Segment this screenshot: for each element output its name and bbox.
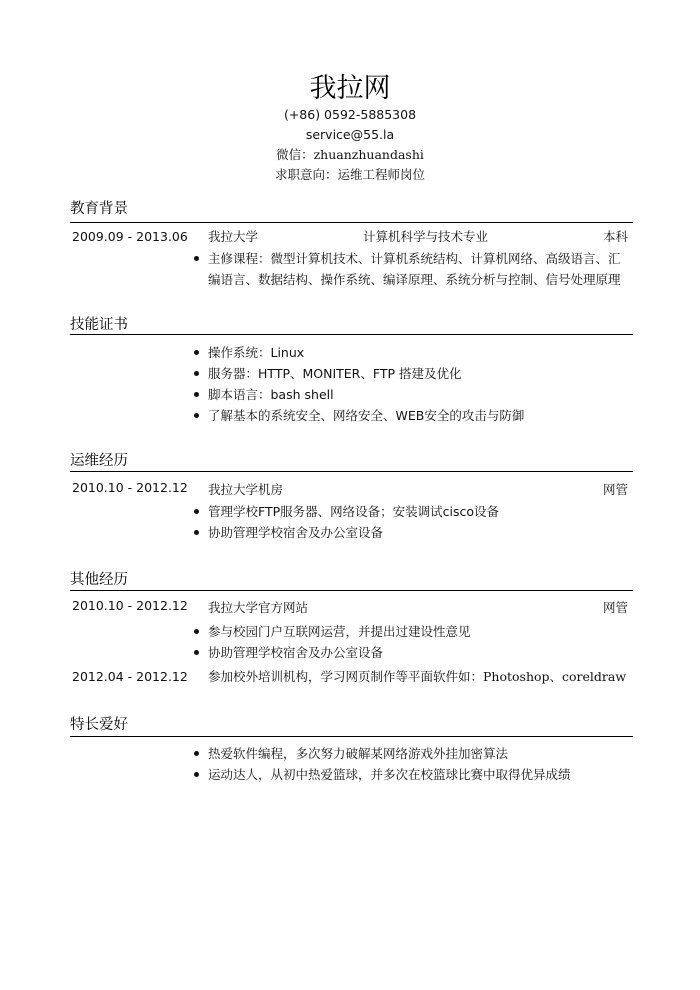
education-degree: 本科 <box>602 229 628 244</box>
list-item <box>192 384 632 405</box>
list-item-text: 参与校园门户互联网运营，并提出过建设性意见 <box>208 624 471 639</box>
ops-role: 网管 <box>602 482 628 497</box>
list-item <box>192 642 632 663</box>
bullet-icon <box>194 256 199 261</box>
education-bullet-list <box>192 248 632 290</box>
other-entry1-date: 2010.10 - 2012.12 <box>72 598 188 613</box>
list-item <box>192 501 632 522</box>
list-item-text: 操作系统：Linux <box>208 345 305 360</box>
section-divider <box>70 334 633 335</box>
bullet-icon <box>194 650 199 655</box>
section-title-hobbies: 特长爱好 <box>70 717 128 733</box>
ops-date: 2010.10 - 2012.12 <box>72 480 188 495</box>
ops-bullet-list <box>192 501 632 543</box>
candidate-name: 我拉网 <box>309 73 391 104</box>
list-item <box>192 764 632 785</box>
phone-number: (+86) 0592-5885308 <box>283 107 417 122</box>
ops-organization: 我拉大学机房 <box>208 482 284 497</box>
section-divider <box>70 222 633 223</box>
list-item-text: 主修课程：微型计算机技术、计算机系统结构、计算机网络、高级语言、汇编语言、数据结构、操作系统、编译原理、系统分析与控制、信号处理原理 <box>208 251 621 287</box>
list-item-text: 脚本语言：bash shell <box>208 387 334 402</box>
list-item-text: 协助管理学校宿舍及办公室设备 <box>208 525 384 540</box>
list-item-text: 热爱软件编程，多次努力破解某网络游戏外挂加密算法 <box>208 746 509 761</box>
list-item-text: 了解基本的系统安全、网络安全、WEB安全的攻击与防御 <box>208 408 525 423</box>
list-item <box>192 621 632 642</box>
bullet-icon <box>194 509 199 514</box>
bullet-icon <box>194 530 199 535</box>
list-item <box>192 405 632 426</box>
bullet-icon <box>194 350 199 355</box>
section-divider <box>70 471 633 472</box>
section-title-education: 教育背景 <box>70 201 128 217</box>
list-item <box>192 522 632 543</box>
hobbies-bullet-list <box>192 743 632 785</box>
list-item-text: 服务器：HTTP、MONITER、FTP 搭建及优化 <box>208 366 462 381</box>
list-item <box>192 363 632 384</box>
education-date: 2009.09 - 2013.06 <box>72 229 188 244</box>
bullet-icon <box>194 629 199 634</box>
other-entry1-organization: 我拉大学官方网站 <box>208 600 309 615</box>
list-item <box>192 342 632 363</box>
bullet-icon <box>194 392 199 397</box>
section-divider <box>70 736 633 737</box>
list-item-text: 运动达人，从初中热爱篮球，并多次在校篮球比赛中取得优异成绩 <box>208 767 571 782</box>
section-title-skills: 技能证书 <box>70 317 128 333</box>
list-item <box>192 248 632 290</box>
bullet-icon <box>194 772 199 777</box>
education-school: 我拉大学 <box>208 229 259 244</box>
section-title-other: 其他经历 <box>70 572 128 588</box>
skills-bullet-list <box>192 342 632 426</box>
bullet-icon <box>194 413 199 418</box>
section-title-ops: 运维经历 <box>70 453 128 469</box>
other-entry2-description: 参加校外培训机构，学习网页制作等平面软件如：Photoshop、coreldraw <box>208 669 627 684</box>
bullet-icon <box>194 751 199 756</box>
list-item-text: 管理学校FTP服务器、网络设备；安装调试cisco设备 <box>208 504 500 519</box>
wechat-id: 微信：zhuanzhuandashi <box>276 147 424 162</box>
list-item-text: 协助管理学校宿舍及办公室设备 <box>208 645 384 660</box>
education-major: 计算机科学与技术专业 <box>363 229 489 244</box>
email-address: service@55.la <box>305 127 395 142</box>
other-entry1-role: 网管 <box>602 600 628 615</box>
section-divider <box>70 590 633 591</box>
bullet-icon <box>194 371 199 376</box>
other-entry1-bullet-list <box>192 621 632 663</box>
other-entry2-date: 2012.04 - 2012.12 <box>72 669 188 684</box>
job-objective: 求职意向：运维工程师岗位 <box>274 167 425 182</box>
list-item <box>192 743 632 764</box>
